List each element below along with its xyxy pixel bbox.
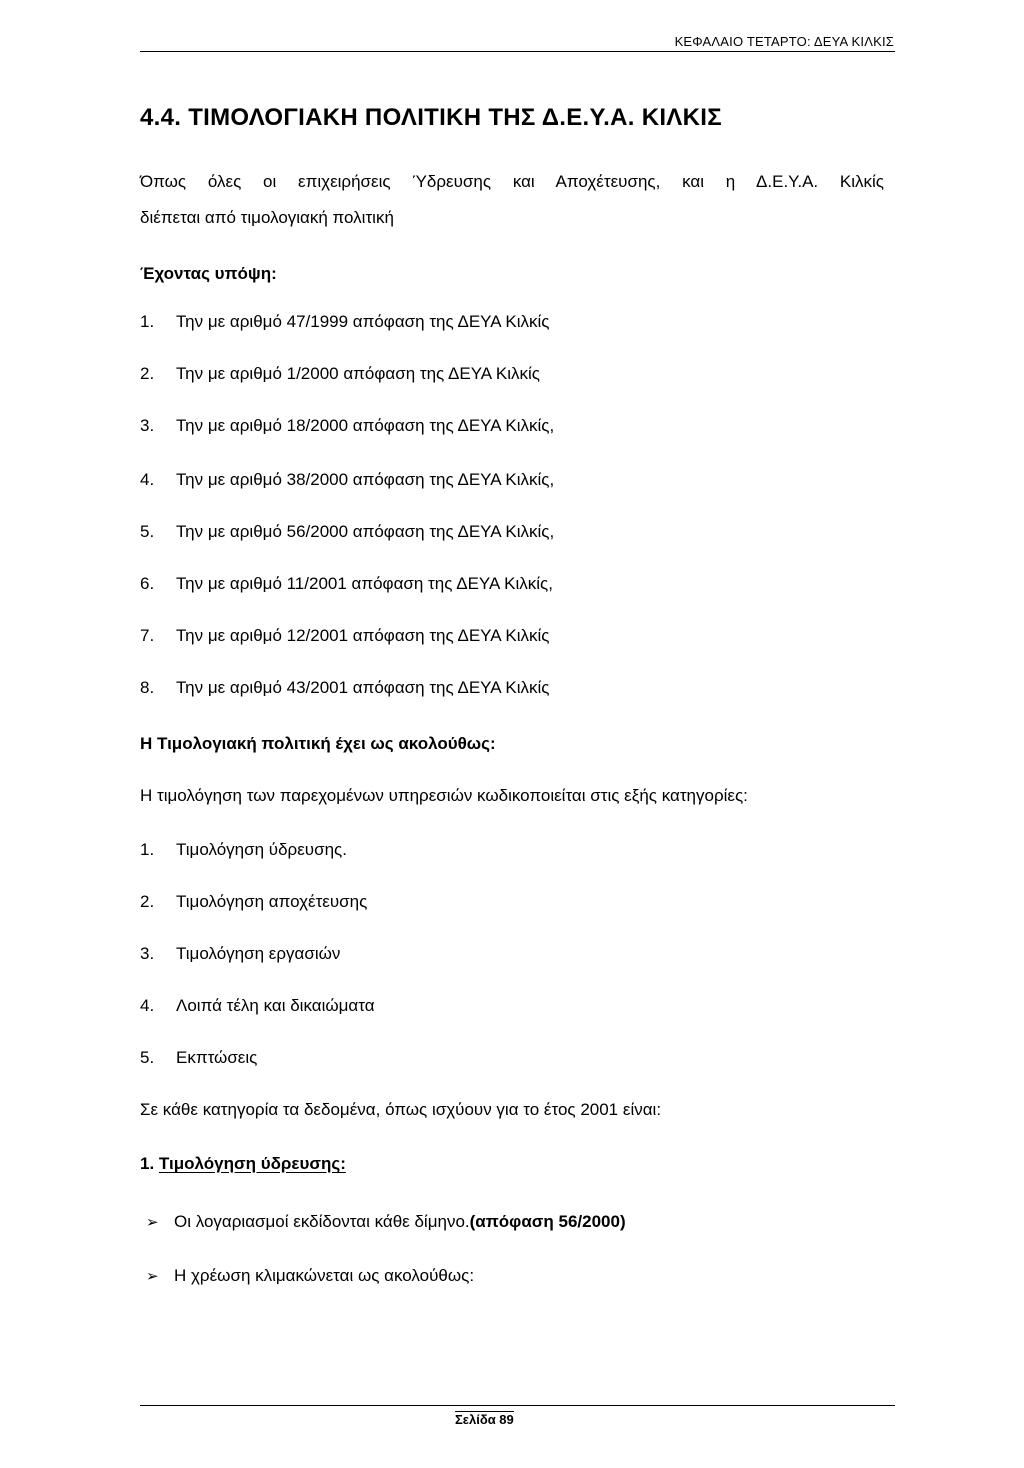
item-number: 1. <box>140 312 155 331</box>
item-number: 2. <box>140 364 155 383</box>
subsection-number: 1. <box>140 1154 155 1173</box>
decision-item <box>140 626 549 646</box>
item-number: 6. <box>140 574 155 593</box>
category-item <box>140 1048 257 1068</box>
footer-rule <box>140 1405 895 1406</box>
bullet-reference: (απόφαση 56/2000) <box>469 1212 626 1231</box>
page-number: Σελίδα 89 <box>455 1412 514 1427</box>
intro-line-2: διέπεται από τιμολογιακή πολιτική <box>140 208 394 227</box>
section-title: 4.4. ΤΙΜΟΛΟΓΙΑΚΗ ΠΟΛΙΤΙΚΗ ΤΗΣ Δ.Ε.Υ.Α. ΚΙΛΚΙΣ <box>140 104 722 131</box>
category-item <box>140 840 347 860</box>
running-header: ΚΕΦΑΛΑΙΟ ΤΕΤΑΡΤΟ: ΔΕΥΑ ΚΙΛΚΙΣ <box>674 34 894 49</box>
item-text: Την με αριθμό 1/2000 απόφαση της ΔΕΥΑ Κιλκίς <box>176 364 540 383</box>
bullet-text: Η χρέωση κλιμακώνεται ως ακολούθως: <box>174 1266 475 1285</box>
item-number: 4. <box>140 470 155 489</box>
item-number: 3. <box>140 416 155 435</box>
item-text: Τιμολόγηση αποχέτευσης <box>176 892 368 911</box>
subsection-heading <box>140 1154 346 1174</box>
bullet-item <box>146 1266 474 1287</box>
item-number: 5. <box>140 1048 155 1067</box>
item-text: Την με αριθμό 43/2001 απόφαση της ΔΕΥΑ Κιλκίς <box>176 678 550 697</box>
category-item <box>140 944 340 964</box>
item-number: 7. <box>140 626 155 645</box>
item-text: Την με αριθμό 38/2000 απόφαση της ΔΕΥΑ Κιλκίς, <box>176 470 555 489</box>
decision-item <box>140 574 553 594</box>
bullet-text: Οι λογαριασμοί εκδίδονται κάθε δίμηνο. <box>174 1212 470 1231</box>
policy-heading: Η Τιμολογιακή πολιτική έχει ως ακολούθως: <box>140 734 496 753</box>
item-text: Την με αριθμό 12/2001 απόφαση της ΔΕΥΑ Κιλκίς <box>176 626 550 645</box>
item-number: 8. <box>140 678 155 697</box>
item-number: 2. <box>140 892 155 911</box>
item-text: Εκπτώσεις <box>176 1048 258 1067</box>
item-text: Την με αριθμό 56/2000 απόφαση της ΔΕΥΑ Κιλκίς, <box>176 522 555 541</box>
decision-item <box>140 312 549 332</box>
header-rule <box>140 51 895 52</box>
item-text: Τιμολόγηση εργασιών <box>176 944 341 963</box>
subsection-title: Τιμολόγηση ύδρευσης: <box>158 1154 346 1173</box>
category-item <box>140 892 367 912</box>
item-text: Την με αριθμό 18/2000 απόφαση της ΔΕΥΑ Κιλκίς, <box>176 416 555 435</box>
category-item <box>140 996 375 1016</box>
data-note: Σε κάθε κατηγορία τα δεδομένα, όπως ισχύουν για το έτος 2001 είναι: <box>140 1100 662 1119</box>
item-text: Λοιπά τέλη και δικαιώματα <box>176 996 375 1015</box>
decision-item <box>140 522 554 542</box>
item-text: Την με αριθμό 11/2001 απόφαση της ΔΕΥΑ Κιλκίς, <box>176 574 553 593</box>
item-text: Τιμολόγηση ύδρευσης. <box>176 840 347 859</box>
decision-item <box>140 416 554 436</box>
decision-item <box>140 678 549 698</box>
decision-item <box>140 364 540 384</box>
item-number: 4. <box>140 996 155 1015</box>
bullet-item <box>146 1212 626 1233</box>
intro-line-1: Όπως όλες οι επιχειρήσεις Ύδρευσης και Αποχέτευσης, και η Δ.Ε.Υ.Α. Κιλκίς <box>140 172 884 191</box>
arrow-bullet-icon: ➢ <box>146 1214 159 1231</box>
item-text: Την με αριθμό 47/1999 απόφαση της ΔΕΥΑ Κιλκίς <box>176 312 550 331</box>
item-number: 1. <box>140 840 155 859</box>
item-number: 3. <box>140 944 155 963</box>
arrow-bullet-icon: ➢ <box>146 1268 159 1285</box>
decision-item <box>140 470 554 490</box>
policy-intro: Η τιμολόγηση των παρεχομένων υπηρεσιών κωδικοποιείται στις εξής κατηγορίες: <box>140 786 748 805</box>
considering-label: Έχοντας υπόψη: <box>140 264 277 283</box>
item-number: 5. <box>140 522 155 541</box>
